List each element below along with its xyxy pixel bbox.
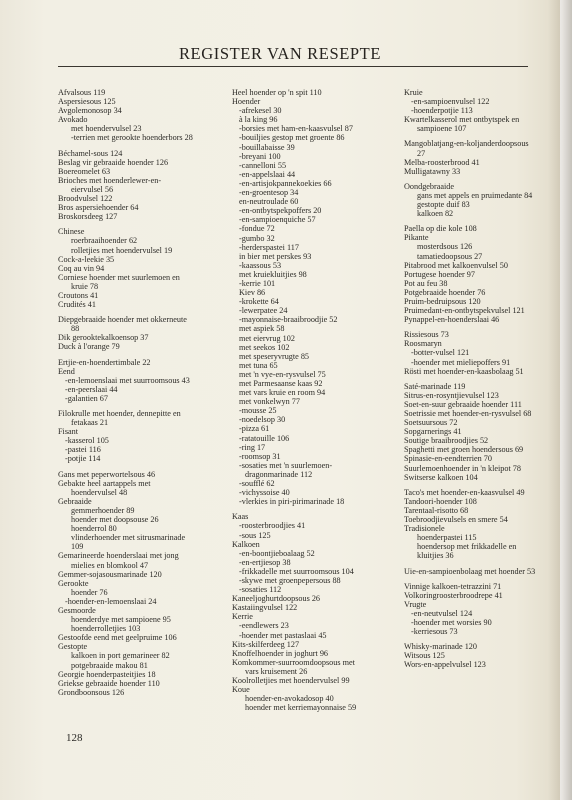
index-entry: Gans met peperwortelsous 46 [58, 469, 156, 479]
index-entry: met eiervrug 102 [239, 333, 295, 343]
index-entry: mosterdsous 126 [417, 242, 473, 252]
index-entry: Pot au feu 38 [404, 278, 448, 288]
index-entry: -breyani 100 [239, 151, 281, 161]
index-entry: Knoffelhoender in joghurt 96 [232, 648, 329, 658]
index-entry: Koolrolletjies met hoendervulsel 99 [232, 676, 350, 685]
index-entry: Toebroodjievulsels en smere 54 [404, 515, 508, 525]
index-entry: -hoender met pastaslaai 45 [239, 630, 327, 640]
index-entry: -mousse 25 [239, 406, 277, 416]
index-entry: -afrekesel 30 [239, 106, 282, 116]
index-column-1 [58, 88, 233, 697]
index-entry: Pitabrood met kalkoenvulsel 50 [404, 260, 508, 270]
index-entry: Diepgebraaide hoender met okkerneute [58, 315, 187, 325]
index-entry: hoenderrol 80 [71, 524, 117, 534]
index-entry: Georgie hoenderpasteitjies 18 [58, 669, 156, 679]
index-entry: -krokette 64 [239, 297, 279, 307]
index-entry: à la king 96 [239, 115, 278, 125]
index-entry: -skywe met groenpepersous 88 [239, 575, 341, 585]
index-entry: Filokrulle met hoender, dennepitte en [58, 409, 181, 418]
index-entry: -en-neutvulsel 124 [411, 608, 473, 618]
index-entry: potgebraaide makou 81 [71, 660, 148, 670]
index-entry: -en-lemoenslaai met suurroomsous 43 [65, 375, 190, 385]
index-entry: Ertjie-en-hoendertimbale 22 [58, 357, 151, 367]
page-number: 128 [66, 732, 83, 744]
index-entry: kruie 78 [71, 281, 99, 291]
index-entry: Tarentaal-risotto 68 [404, 505, 469, 515]
index-entry: -fondue 72 [239, 224, 275, 234]
index-entry: -borsies met ham-en-kaasvulsel 87 [239, 124, 353, 134]
index-entry: Heel hoender op 'n spit 110 [232, 88, 322, 97]
index-entry: Volkoringroosterbroodrepe 41 [404, 590, 503, 600]
index-entry: -kerrie 101 [239, 278, 276, 288]
index-entry: hoender-en-avokadosop 40 [245, 694, 334, 704]
index-entry: hoendervulsel 48 [71, 487, 128, 497]
index-entry: Tradisionele [404, 524, 445, 534]
index-entry: Soetsuursous 72 [404, 418, 458, 428]
index-entry: -terrien met gerookte hoenderbors 28 [71, 133, 193, 143]
index-entry: -pastei 116 [65, 445, 101, 455]
index-entry: 27 [417, 148, 426, 158]
index-entry: en-neutroulade 60 [239, 197, 299, 207]
index-entry: Pynappel-en-hoenderslaai 46 [404, 315, 500, 325]
index-entry: Pikante [404, 233, 429, 243]
index-entry: -soufflé 62 [239, 479, 275, 489]
index-entry: Kastaiingvulsel 122 [232, 603, 298, 613]
index-entry: -herderspastei 117 [239, 242, 299, 252]
index-entry: hoenderpastei 115 [417, 533, 477, 543]
index-entry: hoender 76 [71, 587, 108, 597]
index-entry: -en-peerslaai 44 [65, 384, 118, 394]
index-entry: -sosaties met 'n suurlemoen- [239, 460, 333, 470]
index-entry: Potgebraaide hoender 76 [404, 287, 486, 297]
index-entry: Kalkoen [232, 539, 260, 549]
index-entry: Crudités 41 [58, 300, 96, 310]
index-entry: -gumbo 32 [239, 233, 275, 243]
index-entry: -pizza 61 [239, 424, 270, 434]
index-entry: -kaassous 53 [239, 260, 282, 270]
index-entry: -en-ertjiesop 38 [239, 557, 291, 567]
index-entry: gestopte duif 83 [417, 200, 470, 210]
index-entry: Gemarineerde hoenderslaai met jong [58, 551, 179, 561]
index-entry: hoendersop met frikkadelle en [417, 542, 517, 552]
index-entry: Broodvulsel 122 [58, 194, 113, 204]
index-entry: Kaas [232, 512, 249, 522]
index-entry: Kits-skilferdeeg 127 [232, 639, 300, 649]
index-entry: Cock-a-leekie 35 [58, 254, 115, 264]
index-entry: -en-appelslaai 44 [239, 169, 296, 179]
index-entry: tamatiedoopsous 27 [417, 251, 483, 261]
index-entry: 109 [71, 542, 84, 552]
index-entry: gemmerhoender 89 [71, 505, 135, 515]
index-entry: Spaghetti met groen hoendersous 69 [404, 445, 524, 455]
index-entry: gans met appels en pruimedante 84 [417, 190, 533, 200]
index-entry: rolletjies met hoendervulsel 19 [71, 245, 173, 255]
index-entry: Afvalsous 119 [58, 88, 106, 97]
index-entry: Mangoblatjang-en-koljanderdoopsous [404, 139, 529, 149]
index-entry: -ring 17 [239, 442, 266, 452]
index-entry: -botter-vulsel 121 [411, 348, 470, 358]
index-entry: Gestopte [58, 642, 88, 652]
index-column-3 [404, 88, 554, 669]
index-entry: Sopgarnerings 41 [404, 427, 462, 437]
index-entry: Koue [232, 685, 250, 695]
index-entry: -sosaties 112 [239, 585, 282, 595]
index-entry: Roosmaryn [404, 339, 442, 349]
index-entry: hoenderdye met sampioene 95 [71, 615, 171, 625]
index-entry: Portugese hoender 97 [404, 269, 475, 279]
index-entry: Eend [58, 366, 75, 376]
index-entry: Gebakte heel aartappels met [58, 478, 151, 488]
index-entry: in bier met perskes 93 [239, 251, 312, 261]
index-entry: hoender met kerriemayonnaise 59 [245, 703, 357, 713]
index-entry: Fisant [58, 427, 79, 437]
index-entry: Rissiesous 73 [404, 330, 449, 340]
index-entry: met vonkelwyn 77 [239, 397, 300, 407]
index-entry: Soetrissie met hoender-en-rysvulsel 68 [404, 409, 532, 418]
index-entry: fetakaas 21 [71, 418, 109, 428]
title-rule [58, 66, 528, 67]
index-entry: Rösti met hoender-en-kaasbolaag 51 [404, 366, 524, 376]
page-title: REGISTER VAN RESEPTE [178, 44, 382, 63]
index-entry: -en-artisjokpannekoekies 66 [239, 178, 332, 188]
index-entry: Oondgebraaide [404, 181, 455, 191]
index-entry: -ratatouille 106 [239, 433, 290, 443]
index-entry: Saté-marinade 119 [404, 381, 466, 391]
index-entry: -en-boontjieboalaag 52 [239, 548, 315, 558]
index-entry: -vlerkies in piri-pirimarinade 18 [239, 497, 345, 507]
index-entry: mielies en blomkool 47 [71, 560, 149, 570]
index-entry: -hoender met worsies 90 [411, 617, 492, 627]
index-entry: Croutons 41 [58, 290, 99, 300]
index-entry: kluitjies 36 [417, 551, 454, 561]
index-entry: Gebraaide [58, 496, 92, 506]
index-entry: met vars kruie en room 94 [239, 388, 326, 398]
index-entry: Kwartelkasserol met ontbytspek en [404, 115, 520, 125]
index-entry: kalkoen in port gemarineer 82 [71, 651, 170, 661]
index-entry: -en-sampioenvulsel 122 [411, 97, 490, 107]
index-entry: met Parmesaanse kaas 92 [239, 379, 323, 388]
index-entry: met speseryvrugte 85 [239, 351, 310, 361]
index-entry: Melba-roosterbrood 41 [404, 157, 480, 167]
index-entry: Dik gerooktekalkoensop 37 [58, 333, 149, 343]
index-entry: met 'n vye-en-rysvulsel 75 [239, 369, 326, 379]
index-entry: Kaneeljoghurtdoopsous 26 [232, 594, 321, 604]
index-entry: -bouiljies gestop met groente 86 [239, 133, 345, 143]
index-entry: -en-sampioenquiche 57 [239, 215, 316, 225]
index-entry: -hoenderpotjie 113 [411, 106, 473, 116]
index-entry: -kerriesous 73 [411, 627, 458, 637]
index-entry: Spinasie-en-eendterrien 70 [404, 454, 492, 464]
index-entry: Brioches met hoenderlewer-en- [58, 175, 162, 185]
index-entry: Kerrie [232, 612, 253, 622]
index-column-2 [232, 88, 407, 712]
index-entry: met hoendervulsel 23 [71, 124, 142, 134]
index-entry: Pruimedant-en-ontbytspekvulsel 121 [404, 306, 525, 316]
index-entry: -noedelsop 30 [239, 415, 286, 425]
index-entry: Grondboonsous 126 [58, 687, 125, 697]
index-entry: Duck à l'orange 79 [58, 342, 120, 352]
index-entry: Taco's met hoender-en-kaasvulsel 49 [404, 487, 525, 497]
index-entry: Witsous 125 [404, 651, 445, 661]
index-entry: -mayonnaise-braaibroodjie 52 [239, 315, 338, 325]
index-entry: -en-ontbytspekpoffers 20 [239, 206, 322, 216]
index-entry: -roosterbroodjies 41 [239, 521, 306, 531]
index-entry: -frikkadelle met suurroomsous 104 [239, 566, 354, 576]
index-entry: eiervulsel 56 [71, 184, 114, 194]
index-entry: kalkoen 82 [417, 209, 454, 219]
index-entry: Béchamel-sous 124 [58, 148, 123, 158]
index-entry: Whisky-marinade 120 [404, 642, 477, 652]
index-entry: hoender met doopsouse 26 [71, 515, 159, 525]
index-entry: Broskorsdeeg 127 [58, 212, 118, 222]
index-entry: roerbraaihoender 62 [71, 236, 138, 246]
index-entry: Corniese hoender met suurlemoen en [58, 272, 180, 282]
index-entry: -sous 125 [239, 530, 271, 540]
index-entry: Pruim-bedruipsous 120 [404, 296, 481, 306]
index-entry: Switserse kalkoen 104 [404, 472, 478, 482]
index-entry: Wors-en-appelvulsel 123 [404, 660, 486, 670]
index-entry: Paella op die kole 108 [404, 224, 477, 234]
index-entry: -roomsop 31 [239, 451, 281, 461]
index-entry: -bouillabaisse 39 [239, 142, 295, 152]
index-entry: Bros aspersiehoender 64 [58, 203, 139, 213]
index-entry: vars kruisement 26 [245, 666, 308, 676]
index-entry: Vrugte [404, 599, 427, 609]
index-entry: -potjie 114 [65, 454, 101, 464]
index-entry: Kiev 86 [239, 288, 266, 298]
index-entry: Vinnige kalkoen-tetrazzini 71 [404, 581, 502, 591]
index-entry: Hoender [232, 97, 261, 107]
index-entry: Coq au vin 94 [58, 263, 105, 273]
index-entry: Soutige braaibroodjies 52 [404, 436, 489, 446]
index-entry: Aspersiesous 125 [58, 97, 116, 107]
index-entry: -hoender-en-lemoenslaai 24 [65, 596, 157, 606]
index-entry: dragonmarinade 112 [245, 469, 313, 479]
index-entry: Tandoori-hoender 108 [404, 496, 477, 506]
index-entry: vlinderhoender met sitrusmarinade [71, 533, 186, 543]
page-edge-shadow [548, 0, 572, 800]
index-entry: Griekse gebraaide hoender 110 [58, 678, 160, 688]
index-entry: Boereomelet 63 [58, 166, 111, 176]
index-entry: Soet-en-suur gebraaide hoender 111 [404, 399, 522, 409]
index-entry: Chinese [58, 227, 85, 237]
index-entry: Gerookte [58, 578, 89, 588]
index-entry: -cannelloni 55 [239, 160, 287, 170]
index-entry: Suurlemoenhoender in 'n kleipot 78 [404, 463, 521, 473]
index-entry: Gesmoorde [58, 605, 96, 615]
index-entry: -hoender met mieliepoffers 91 [411, 357, 511, 367]
index-entry: Avokado [58, 115, 88, 125]
index-entry: met aspiek 58 [239, 324, 285, 334]
index-entry: Avgolemonosop 34 [58, 106, 122, 116]
index-entry: met seekos 102 [239, 342, 290, 352]
index-entry: 88 [71, 324, 80, 334]
index-entry: Kruie [404, 88, 423, 97]
index-entry: sampioene 107 [417, 124, 467, 134]
index-entry: hoenderrolletjies 103 [71, 624, 141, 634]
index-entry: met tuna 65 [239, 360, 278, 370]
index-entry: -galantien 67 [65, 393, 108, 403]
index-entry: -en-groentesop 34 [239, 188, 299, 198]
index-entry: Beslag vir gebraaide hoender 126 [58, 157, 169, 167]
index-entry: met kruiekluitjies 98 [239, 269, 307, 279]
index-entry: Mulligatawny 33 [404, 166, 461, 176]
index-entry: Uie-en-sampioenbolaag met hoender 53 [404, 566, 536, 576]
index-entry: -kasserol 105 [65, 436, 109, 446]
index-entry: Gemmer-sojasousmarinade 120 [58, 569, 162, 579]
index-entry: Komkommer-suurroomdoopsous met [232, 657, 355, 667]
index-entry: Sitrus-en-rosyntjievulsel 123 [404, 390, 499, 400]
index-entry: Gestoofde eend met geelpruime 106 [58, 633, 177, 643]
index-entry: -vichyssoise 40 [239, 488, 290, 498]
index-entry: -lewerpatee 24 [239, 306, 288, 316]
index-entry: -eendlewers 23 [239, 621, 289, 631]
